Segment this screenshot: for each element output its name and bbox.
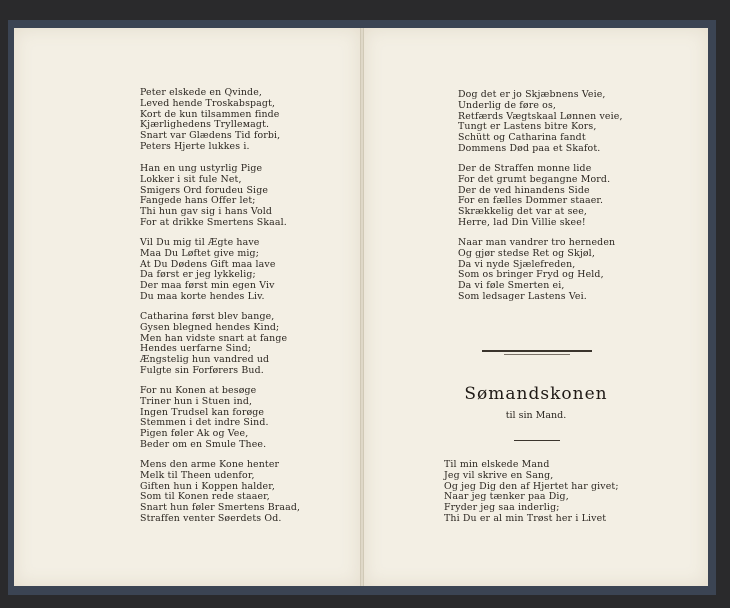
verse-line: Han en ung ustyrlig Pige <box>140 163 263 174</box>
verse-line: Melk til Theen udenfor, <box>140 469 255 481</box>
ornamental-rule-lower <box>504 354 570 355</box>
left-stanza-6 <box>140 460 300 525</box>
verse-line: Fryder jeg saa inderlig; <box>444 502 560 514</box>
verse-line: Giften hun i Koppen halder, <box>140 480 275 492</box>
verse-line: Jeg vil skrive en Sang, <box>444 469 554 481</box>
verse-line: Herre, lad Din Villie skee! <box>458 216 586 228</box>
left-stanza-4 <box>140 312 287 377</box>
verse-line: Maa Du Løftet give mig; <box>140 247 260 259</box>
verse-line: Leved hende Troskabspagt, <box>140 97 276 109</box>
verse-line: Skrækkelig det var at see, <box>458 206 588 218</box>
verse-line: Ængstelig hun vandred ud <box>140 354 270 366</box>
verse-line: Vil Du mig til Ægte have <box>140 237 260 248</box>
verse-line: Snart var Glædens Tid forbi, <box>140 130 281 142</box>
left-stanza-2 <box>140 164 287 229</box>
verse-line: Naar jeg tænker paa Dig, <box>444 491 569 503</box>
verse-line: Og jeg Dig den af Hjertet har givet; <box>444 480 619 492</box>
scan-frame <box>8 20 716 595</box>
right-stanza-final <box>444 460 619 525</box>
left-page <box>14 28 360 586</box>
verse-line: Dommens Død paa et Skafot. <box>458 142 601 154</box>
verse-line: Beder om en Smule Thee. <box>140 438 267 450</box>
verse-line: Som os bringer Fryd og Held, <box>458 269 604 281</box>
right-stanza-1 <box>458 90 623 155</box>
verse-line: Til min elskede Mand <box>444 459 550 470</box>
verse-line: For en fælles Dommer staaer. <box>458 195 604 207</box>
verse-line: Kjærlighedens Trylleмagt. <box>140 119 270 131</box>
verse-line: Snart hun føler Smertens Braad, <box>140 502 301 514</box>
verse-line: Da først er jeg lykkelig; <box>140 269 256 281</box>
right-stanza-3 <box>458 238 615 303</box>
verse-line: Naar man vandrer tro herneden <box>458 237 616 248</box>
verse-line: Du maa korte hendes Liv. <box>140 290 265 302</box>
verse-line: Smigers Ord forudeu Sige <box>140 184 269 196</box>
verse-line: Lokker i sit fule Net, <box>140 173 242 185</box>
ornamental-rule <box>482 350 592 352</box>
verse-line: Der de Straffen monne lide <box>458 163 592 174</box>
right-page <box>364 28 708 586</box>
verse-line: Som ledsager Lastens Vei. <box>458 290 587 302</box>
verse-line: Fangede hans Offer let; <box>140 195 256 207</box>
verse-line: Mens den arme Kone henter <box>140 459 280 470</box>
verse-line: Schütt og Catharina fandt <box>458 132 586 144</box>
verse-line: Straffen venter Søerdets Od. <box>140 512 282 524</box>
verse-line: Peter elskede en Qvinde, <box>140 87 263 98</box>
left-stanza-1 <box>140 88 280 153</box>
verse-line: Der de ved hinandens Side <box>458 184 590 196</box>
verse-line: Gysen blegned hendes Kind; <box>140 321 280 333</box>
verse-line: Underlig de føre os, <box>458 99 557 111</box>
verse-line: Og gjør stedse Ret og Skjøl, <box>458 247 595 259</box>
verse-line: Da vi føle Smerten ei, <box>458 280 565 292</box>
verse-line: Fulgte sin Forførers Bud. <box>140 364 264 376</box>
verse-line: Men han vidste snart at fange <box>140 332 288 344</box>
title-divider <box>514 440 560 441</box>
verse-line: Da vi nyde Sjælefreden, <box>458 258 576 270</box>
verse-line: For det grumt begangne Mord. <box>458 173 611 185</box>
left-stanza-3 <box>140 238 276 303</box>
verse-line: Retfærds Vægtskaal Lønnen veie, <box>458 110 623 122</box>
verse-line: Kort de kun tilsammen finde <box>140 108 280 120</box>
verse-line: For nu Konen at besøge <box>140 385 257 396</box>
left-stanza-5 <box>140 386 269 451</box>
verse-line: Catharina først blev bange, <box>140 311 275 322</box>
verse-line: Tungt er Lastens bitre Kors, <box>458 121 597 133</box>
verse-line: Hendes uerfarne Sind; <box>140 343 252 355</box>
verse-line: For at drikke Smertens Skaal. <box>140 216 287 228</box>
verse-line: Der maa først min egen Viv <box>140 280 275 292</box>
verse-line: Thi hun gav sig i hans Vold <box>140 206 273 218</box>
verse-line: Thi Du er al min Trøst her i Livet <box>444 512 607 524</box>
poem-subtitle: til sin Mand. <box>505 410 567 421</box>
verse-line: At Du Dødens Gift maa lave <box>140 258 276 270</box>
verse-line: Peters Hjerte lukkes i. <box>140 140 250 152</box>
verse-line: Dog det er jo Skjæbnens Veie, <box>458 89 606 100</box>
poem-title: Sømandskonen <box>464 384 608 404</box>
verse-line: Pigen føler Ak og Vee, <box>140 428 249 440</box>
verse-line: Triner hun i Stuen ind, <box>140 395 253 407</box>
verse-line: Ingen Trudsel kan forøge <box>140 406 265 418</box>
verse-line: Stemmen i det indre Sind. <box>140 417 269 429</box>
right-stanza-2 <box>458 164 610 229</box>
verse-line: Som til Konen rede staaer, <box>140 491 270 503</box>
